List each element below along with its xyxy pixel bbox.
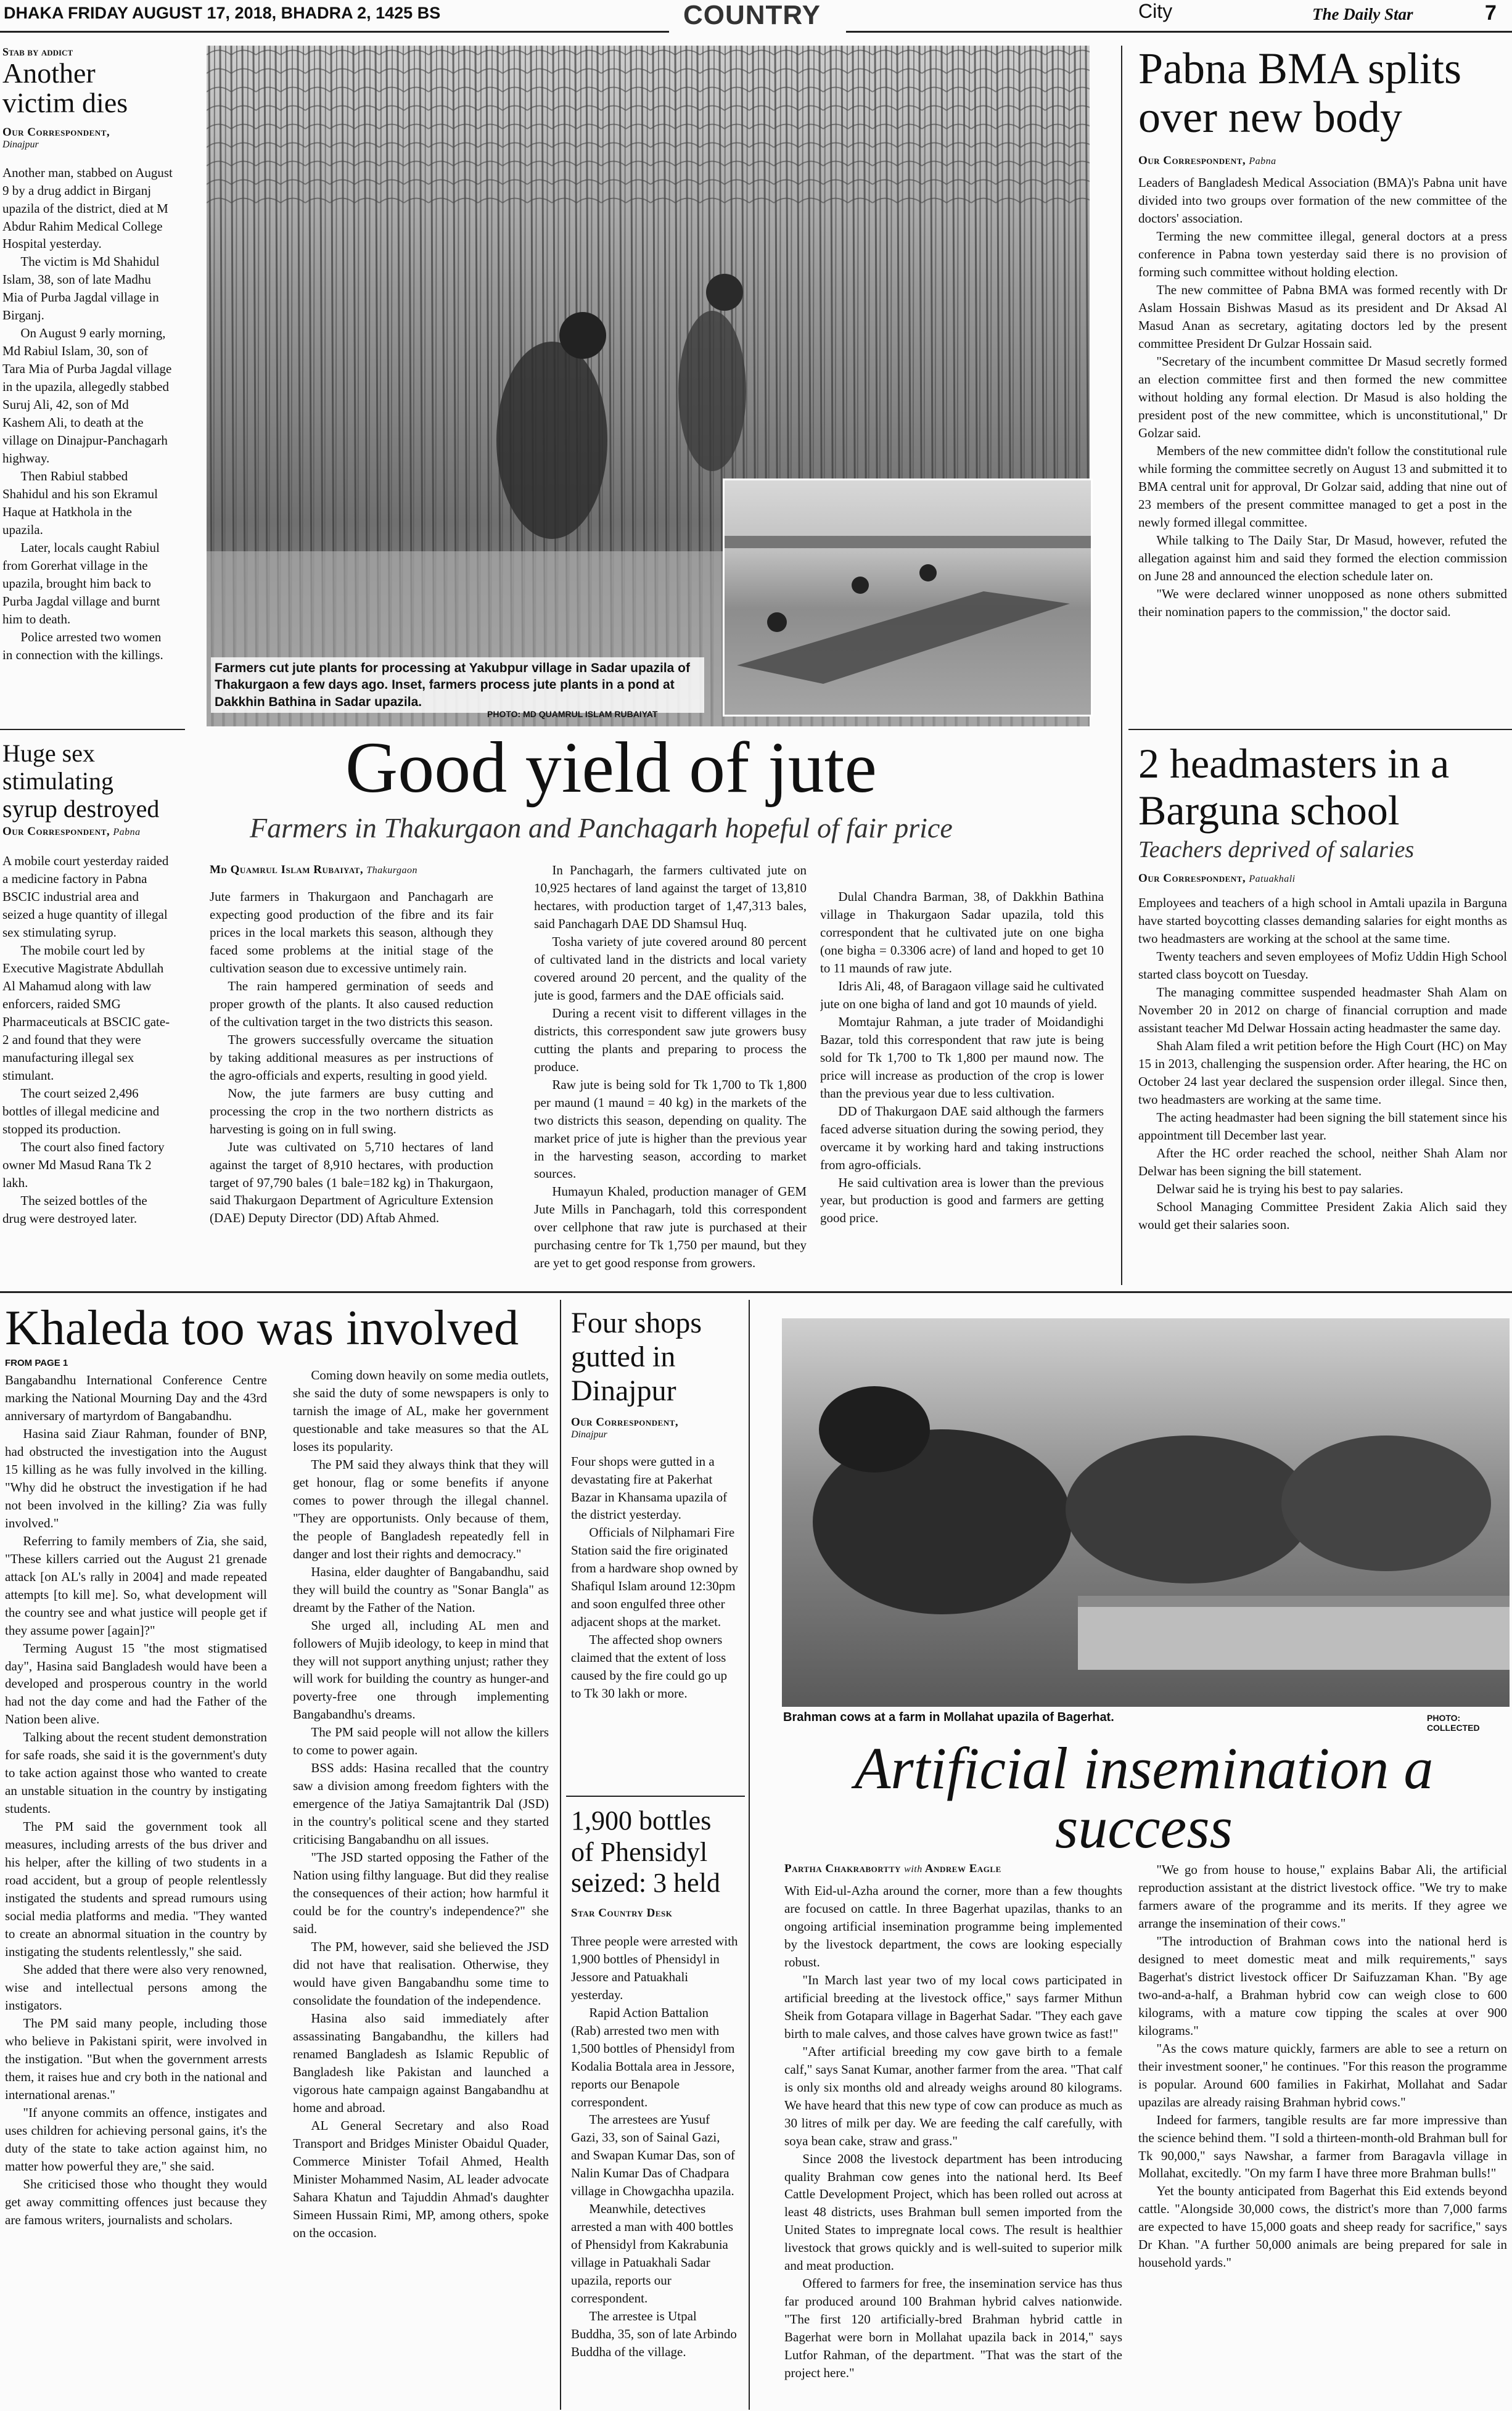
headmasters-article [1138, 740, 1507, 1283]
syrup-paragraph: A mobile court yesterday raided a medicine factory in Pabna BSCIC industrial area and seized a huge quantity of illegal sex stimulating syrup. [2, 853, 169, 940]
syrup-byline-name: Our Correspondent, [2, 825, 110, 839]
page-number: 7 [1485, 1, 1497, 25]
bma-headline: Pabna BMA splits over new body [1138, 44, 1462, 142]
khaleda-paragraph: She criticised those who thought they would get away committing offences just because they are famous writers, journalists and scholars. [5, 2176, 267, 2227]
khaleda-paragraph: Hasina, elder daughter of Bangabandhu, said they will build the country as "Sonar Bangla" as dreamt by the Father of the Nation. [293, 1564, 549, 1615]
headmasters-paragraph: Delwar said he is trying his best to pay salaries. [1156, 1181, 1403, 1196]
jute-paragraph: Dulal Chandra Barman, 38, of Dakkhin Bathina village in Thakurgaon Sadar upazila, told this correspondent that he cultivated jute on one bigha (one bigha = 0.3306 acre) of land and hoped to get 10 to 11 maunds of raw jute. [820, 889, 1104, 975]
column-divider [749, 1300, 750, 2410]
khaleda-paragraph: Terming August 15 "the most stigmatised day", Hasina said Bangladesh would have been a developed and prosperous country in the world had not the day come and had the Father of the Nation been alive. [5, 1640, 267, 1727]
syrup-body [2, 852, 174, 1271]
headmasters-location: Patuakhali [1249, 874, 1296, 885]
jute-paragraph: Tosha variety of jute covered around 80 percent of cultivated land in the districts and local variety covered around 20 percent, and the quality of the jute is good, farmers and the DAE officials said. [534, 934, 807, 1003]
khaleda-paragraph: Hasina said Ziaur Rahman, founder of BNP, had obstructed the investigation into the August 15 killing as he was fully involved in the killing. "Why did he obstruct the investigation if he had not been involved in the killing? Zia was fully involved." [5, 1426, 267, 1530]
khaleda-paragraph: Bangabandhu International Conference Centre marking the National Mourning Day and the 43rd anniversary of martyrdom of Bangabandhu. [5, 1373, 267, 1423]
jute-inset-photo [723, 479, 1093, 717]
insemination-paragraph: "In March last year two of my local cows participated in artificial breeding at the livestock office," says farmer Mithun Sheik from Gotapara village in Bagerhat Sadar. "They each gave birth to male calves, and those calves have grown twice as fast!" [784, 1972, 1122, 2041]
headmasters-subhead: Teachers deprived of salaries [1138, 837, 1415, 863]
insemination-paragraph: Offered to farmers for free, the insemination service has thus far produced around 100 Brahman hybrid calves nationwide. "The first 120 artificially-bred Brahman hybrid cattle in Bagerhat were born in Mollahat upazila back in 2014," says Lutfor Rahman, of the department. "That was the start of the project here." [784, 2276, 1122, 2381]
victim-byline-name: Our Correspondent, [2, 125, 110, 139]
column-divider [560, 1300, 561, 2410]
jute-subhead: Farmers in Thakurgaon and Panchagarh hopeful of fair price [250, 812, 953, 844]
jute-paragraph: Humayun Khaled, production manager of GEM Jute Mills in Panchagarh, told this correspondent over cellphone that raw jute is purchased at their purchasing centre for Tk 1,750 per maund, but they are yet to get good response from growers. [534, 1184, 807, 1271]
headmasters-paragraph: The acting headmaster had been signing the bill statement since his appointment till December last year. [1138, 1109, 1507, 1143]
insemination-author-b: Andrew Eagle [924, 1862, 1001, 1875]
jute-paragraph: The rain hampered germination of seeds and proper growth of the plants. It also caused reduction of the cultivation target in the two districts this season. [210, 978, 493, 1029]
victim-paragraph: The victim is Md Shahidul Islam, 38, son of late Madhu Mia of Purba Jagdal village in Birganj. [2, 254, 160, 323]
paper-logo: The Daily Star [1312, 5, 1413, 23]
insemination-paragraph: "We go from house to house," explains Babar Ali, the artificial reproduction assistant at the district livestock office. "We try to make farmers aware of the programme and its merits. If they agree we arrange the insemination of their cows." [1138, 1862, 1507, 1931]
bma-byline [1138, 154, 1507, 168]
headmasters-body [1138, 894, 1507, 1252]
khaleda-paragraph: Talking about the recent student demonstration for safe roads, she said it is the government's duty to take action against those who wanted to create an unstable situation in the country by instigating students. [5, 1730, 267, 1817]
jute-paragraph: Momtajur Rahman, a jute trader of Moidandighi Bazar, told this correspondent that raw jute is being sold for Tk 1,700 to Tk 1,800 per maund now. The price will increase as production of the crop is lower than the previous year due to less cultivation. [820, 1014, 1104, 1101]
bma-paragraph: Leaders of Bangladesh Medical Association (BMA)'s Pabna unit have divided into two groups over formation of the new committee of the doctors' association. [1138, 175, 1507, 226]
headmasters-paragraph: The managing committee suspended headmaster Shah Alam on November 20 in 2012 on charge of financial corruption and made assistant teacher Md Delwar Hossain acting headmaster the same day. [1138, 985, 1507, 1036]
insemination-paragraph: "After artificial breeding my cow gave birth to a female calf," says Sanat Kumar, another farmer from the area. "That calf is only six months old and already weighs around 80 kilograms. We have heard that this new type of cow can produce as much as 30 litres of milk per day. We are feeding the calf carefully, with soya bean cake, straw and grass." [784, 2043, 1122, 2148]
column-divider [1121, 46, 1122, 1285]
jute-paragraph: He said cultivation area is lower than the previous year, but production is good and farmers are getting good price. [820, 1175, 1104, 1226]
insemination-body-col1 [784, 1882, 1122, 2406]
khaleda-paragraph: Hasina also said immediately after assassinating Bangabandhu, the killers had renamed Bangladesh as Islamic Republic of Bangladesh like Pakistan and launched a vigorous hate campaign against Bangabandhu at home and abroad. [293, 2010, 549, 2115]
headmasters-byline [1138, 872, 1507, 885]
khaleda-paragraph: Coming down heavily on some media outlets, she said the duty of some newspapers is only to tarnish the image of AL, make her government questionable and take measures so that the AL loses its popularity. [293, 1368, 549, 1454]
syrup-byline [2, 825, 174, 839]
khaleda-body-col1 [5, 1371, 267, 2404]
khaleda-from-page: FROM PAGE 1 [5, 1358, 68, 1368]
jute-photo-credit: PHOTO: MD QUAMRUL ISLAM RUBAIYAT [487, 709, 658, 719]
shops-paragraph: The affected shop owners claimed that the extent of loss caused by the fire could go up to Tk 30 lakh or more. [571, 1632, 728, 1701]
victim-byline [2, 126, 174, 139]
bma-paragraph: Members of the new committee didn't follow the constitutional rule while forming the committee secretly on August 13 and submitted it to BMA central unit for approval, Dr Golzar said, adding that nine out of 23 members of the present committee managed to get a post in the newly formed illegal committee. [1138, 443, 1507, 530]
khaleda-paragraph: She urged all, including AL men and followers of Mujib ideology, to keep in mind that they will not support anything unjust; rather they will work for building the country as hunger-and poverty-free one through implementing Bangabandhu's dreams. [293, 1617, 549, 1722]
masthead [0, 0, 1512, 35]
syrup-location: Pabna [113, 827, 141, 838]
headmasters-paragraph: Employees and teachers of a high school in Amtali upazila in Barguna have started boycotting classes demanding salaries for eight months as two headmasters are working at the school at the same time. [1138, 895, 1507, 947]
dateline: DHAKA FRIDAY AUGUST 17, 2018, BHADRA 2, 1425 BS [4, 4, 441, 22]
khaleda-paragraph: The PM said many people, including those who believe in Pakistani spirit, were involved in the instigation. "But when the government arrests them, it raises hue and cry both in the national and international arenas." [5, 2015, 267, 2102]
cow-caption: Brahman cows at a farm in Mollahat upazila of Bagerhat. [783, 1711, 1114, 1724]
city-label: City [1138, 0, 1173, 22]
shops-paragraph: Four shops were gutted in a devastating fire at Pakerhat Bazar in Khansama upazila of the district yesterday. [571, 1453, 728, 1522]
phensidyl-paragraph: Three people were arrested with 1,900 bottles of Phensidyl in Jessore and Patuakhali yesterday. [571, 1933, 738, 2002]
jute-body-text [534, 861, 807, 1283]
victim-article [2, 46, 174, 718]
insemination-paragraph: With Eid-ul-Azha around the corner, more than a few thoughts are focused on cattle. In three Bagerhat upazilas, thanks to an ongoing artificial insemination programme being implemented by the livestock department, the cows are looking especially robust. [784, 1883, 1122, 1969]
jute-paragraph: In Panchagarh, the farmers cultivated jute on 10,925 hectares of land against the target of 13,810 hectares, with production target of 1,47,313 bales, said Panchagarh DAE DD Shamsul Huq. [534, 863, 807, 931]
khaleda-article [5, 1302, 551, 2406]
shops-headline: Four shops gutted in Dinajpur [571, 1307, 702, 1408]
khaleda-headline: Khaleda too was involved [5, 1301, 519, 1355]
jute-byline-name: Md Quamrul Islam Rubaiyat, [210, 863, 364, 876]
insemination-paragraph: Indeed for farmers, tangible results are far more impressive than the science behind them. "I sold a thirteen-month-old Brahman bull for Tk 90,000," says Nawshar, a farmer from Baragavla village in Mollahat, excitedly. "On my farm I have three more Brahman bulls!" [1138, 2112, 1507, 2181]
column-divider [1128, 729, 1512, 730]
phensidyl-article [571, 1805, 739, 2407]
shops-location: Dinajpur [571, 1429, 607, 1440]
phensidyl-paragraph: The arrestee is Utpal Buddha, 35, son of late Arbindo Buddha of the village. [571, 2309, 737, 2360]
victim-paragraph: Another man, stabbed on August 9 by a drug addict in Birganj upazila of the district, died at M Abdur Rahim Medical College Hospital yesterday. [2, 165, 173, 252]
bma-paragraph: "We were declared winner unopposed as none others submitted their nomination papers to the commission," the doctor said. [1138, 586, 1507, 619]
masthead-rule-right [846, 31, 1512, 33]
shops-body [571, 1453, 739, 1773]
bma-byline-name: Our Correspondent, [1138, 154, 1246, 168]
column-divider [566, 1796, 745, 1797]
headmasters-byline-name: Our Correspondent, [1138, 872, 1246, 885]
jute-location: Thakurgaon [366, 865, 417, 876]
jute-paragraph: Raw jute is being sold for Tk 1,700 to Tk 1,800 per maund (1 maund = 40 kg) in the markets of the two districts this season, depending on quality. The market price of jute is higher than the previous year in the harvesting season, according to market sources. [534, 1077, 807, 1181]
insemination-body-text [1138, 1861, 1507, 2406]
headmasters-headline: 2 headmasters in a Barguna school [1138, 740, 1450, 834]
jute-caption [211, 657, 704, 713]
victim-paragraph: On August 9 early morning, Md Rabiul Islam, 30, son of Tara Mia of Purba Jagdal village in the upazila, allegedly stabbed Suruj Ali, 42, son of Md Kashem Ali, to death at the village on Dinajpur-Panchagarh highway. [2, 326, 172, 466]
jute-body-text [210, 888, 493, 1283]
khaleda-paragraph: The PM said the government took all measures, including arrests of the bus driver and his helper, after the killing of two students in a road accident, but a group of people relentlessly instigated the students and spread rumours using social media platforms and media. "They wanted to create an abnormal situation in the country by instigating the students relentlessly," she said. [5, 1819, 267, 1959]
syrup-article [2, 740, 174, 1283]
bma-article [1138, 44, 1507, 723]
phensidyl-paragraph: The arrestees are Yusuf Gazi, 33, son of Sainal Gazi, and Swapan Kumar Das, son of Nalin Kumar Das of Chadpara village in Chowgachha upazila. [571, 2112, 735, 2199]
pond-illustration [725, 480, 1091, 715]
bma-paragraph: Terming the new committee illegal, general doctors at a press conference in Pabna town yesterday said there is no provision of forming such committee without holding election. [1138, 229, 1507, 280]
insemination-headline: Artificial insemination a success [854, 1735, 1434, 1860]
khaleda-paragraph: The PM said they always think that they will get honour, flag or some benefits if anyone comes to power through the illegal channel. "They are opportunists. Only because of them, the people of Bangladesh repeatedly fell in danger and lost their rights and democracy." [293, 1456, 549, 1561]
bma-paragraph: The new committee of Pabna BMA was formed recently with Dr Aslam Hossain Bishwas Masud as its president and Dr Aksad Al Masud Anan as secretary, agitating doctors led by the present committee President Dr Gulzar Hossain said. [1138, 282, 1507, 351]
phensidyl-paragraph: Rapid Action Battalion (Rab) arrested two men with 1,500 bottles of Phensidyl from Kodalia Bottala area in Jessore, reports our Benapole correspondent. [571, 2005, 735, 2109]
jute-paragraph: Idris Ali, 48, of Baragaon village said he cultivated jute on one bigha of land and got 10 maunds of yield. [820, 978, 1104, 1011]
jute-paragraph: Jute farmers in Thakurgaon and Panchagarh are expecting good production of the fibre and its fair prices in the local markets this season, although they faced some problems at the initial stage of the cultivation season due to excessive untimely rain. [210, 889, 493, 975]
phensidyl-headline: 1,900 bottles of Phensidyl seized: 3 held [571, 1805, 720, 1899]
section-divider [0, 1291, 1512, 1293]
syrup-paragraph: The court seized 2,496 bottles of illegal medicine and stopped its production. [2, 1085, 160, 1136]
jute-body-col1 [210, 888, 493, 1283]
insemination-paragraph: "The introduction of Brahman cows into the national herd is designed to meet domestic meat and milk requirements," says Bagerhat's district livestock officer Dr Saifuzzaman Khan. "By age two-and-a-half, a Brahman hybrid cow can weigh close to 600 kilograms, with a mature cow tipping the scales at over 900 kilograms." [1138, 1933, 1507, 2038]
jute-body-text [820, 888, 1104, 1283]
bma-location: Pabna [1249, 156, 1276, 167]
victim-paragraph: Then Rabiul stabbed Shahidul and his son Ekramul Haque at Hatkhola in the upazila. [2, 469, 158, 537]
jute-paragraph: DD of Thakurgaon DAE said although the farmers faced adverse situation during the sowing period, they overcame it by working hard and taking instructions from agro-officials. [820, 1103, 1104, 1172]
jute-paragraph: The growers successfully overcame the situation by taking additional measures as per instructions of the agro-officials and experts, resulting in good yield. [210, 1032, 493, 1083]
phensidyl-byline: Star Country Desk [571, 1906, 673, 1920]
masthead-rule [0, 31, 669, 33]
cow-photo [782, 1318, 1510, 1707]
headmasters-paragraph: After the HC order reached the school, neither Shah Alam nor Delwar has been signing the bill statement. [1138, 1145, 1507, 1178]
khaleda-paragraph: "If anyone commits an offence, instigates and uses children for achieving personal gains, it's the duty of the state to take action against him, no matter how powerful they are," she said. [5, 2105, 267, 2174]
jute-body-col3 [820, 888, 1104, 1283]
jute-paragraph: During a recent visit to different villages in the districts, this correspondent saw jute growers busy cutting the plants and preparing to process the produce. [534, 1005, 807, 1074]
khaleda-paragraph: The PM said people will not allow the killers to come to power again. [293, 1725, 549, 1758]
section-title: COUNTRY [683, 0, 821, 30]
insemination-body-col2 [1138, 1861, 1507, 2406]
headmasters-paragraph: Shah Alam filed a writ petition before the High Court (HC) on May 15 in 2013, challenging the suspension order. After hearing, the HC on October 24 last year declared the suspension order illegal. Since then, two headmasters are working at the same time. [1138, 1038, 1507, 1107]
insemination-byline [784, 1862, 1001, 1876]
cow-illustration [782, 1318, 1510, 1707]
khaleda-paragraph: "The JSD started opposing the Father of the Nation using filthy language. But did they realise the consequences of their action; how harmful it could be for the country's independence?" she said. [293, 1850, 549, 1937]
victim-kicker: Stab by addict [2, 46, 73, 58]
shops-byline [571, 1416, 739, 1429]
insemination-paragraph: "As the cows mature quickly, farmers are able to see a return on their investment sooner," he continues. "For this reason the programme is popular. Around 600 families in Fakirhat, Mollahat and Sadar upazilas are already raising Brahman hybrid cows." [1138, 2040, 1507, 2109]
insemination-author-a: Partha Chakrabortty [784, 1862, 901, 1875]
insemination-paragraph: Yet the bounty anticipated from Bagerhat this Eid extends beyond cattle. "Alongside 30,000 cows, the district's more than 7,000 farms are expected to have 15,000 goats and sheep ready for sacrifice," says Dr Khan. "A further 50,000 animals are being prepared for sale in household yards." [1138, 2183, 1507, 2270]
victim-body [2, 164, 174, 707]
jute-headline: Good yield of jute [345, 727, 877, 808]
cow-photo-credit: PHOTO: COLLECTED [1427, 1713, 1480, 1733]
jute-body-col2 [534, 861, 807, 1283]
victim-location: Dinajpur [2, 139, 39, 150]
jute-caption-text: Farmers cut jute plants for processing at Yakubpur village in Sadar upazila of Thakurgaon a few days ago. Inset, farmers process jute plants in a pond at Dakkhin Bathina in Sadar upazila. [211, 657, 704, 713]
insemination-byline-with: with [904, 1864, 922, 1875]
bma-paragraph: While talking to The Daily Star, Dr Masud, however, refuted the allegation against him and said they formed the election commission on June 28 and announced the election schedule later on. [1138, 532, 1507, 583]
syrup-paragraph: The mobile court led by Executive Magistrate Abdullah Al Mahamud along with law enforcers, raided SMG Pharmaceuticals at BSCIC gate-2 and found that they were manufacturing illegal sex stimulant. [2, 943, 170, 1083]
khaleda-body-col2 [293, 1366, 549, 2404]
syrup-paragraph: The seized bottles of the drug were destroyed later. [2, 1193, 147, 1226]
headmasters-paragraph: School Managing Committee President Zakia Alich said they would get their salaries soon. [1138, 1199, 1507, 1232]
shops-byline-name: Our Correspondent, [571, 1415, 679, 1429]
khaleda-paragraph: She added that there were also very renowned, wise and intellectual persons among the instigators. [5, 1961, 267, 2013]
phensidyl-paragraph: Meanwhile, detectives arrested a man with 400 bottles of Phensidyl from Kakrabunia village in Patuakhali Sadar upazila, reports our correspondent. [571, 2201, 734, 2306]
bma-paragraph: "Secretary of the incumbent committee Dr Masud secretly formed an election committee first and then formed the new committee without holding any formal election. Dr Masud is also holding the president post of the new committee, which is unconstitutional," Dr Golzar said. [1138, 354, 1507, 440]
jute-paragraph: Jute was cultivated on 5,710 hectares of land against the target of 8,910 hectares, with production target of 97,790 bales (1 bale=182 kg) in Thakurgaon, said Thakurgaon Department of Agriculture Extension (DAE) Deputy Director (DD) Aftab Ahmed. [210, 1139, 493, 1226]
khaleda-paragraph: BSS adds: Hasina recalled that the country saw a division among freedom fighters with the emergence of the Jatiya Samajtantrik Dal (JSD) in the country's political scene and they started criticising Bangabandhu on all issues. [293, 1760, 549, 1847]
khaleda-paragraph: Referring to family members of Zia, she said, "These killers carried out the August 21 grenade attack [on AL's rally in 2004] and made repeated attempts [to kill me]. So, what development will the country see and what justice will people get if they assume power [again]?" [5, 1533, 267, 1638]
insemination-paragraph: Since 2008 the livestock department has been introducing quality Brahman cow genes into the national herd. Its Beef Cattle Development Project, which has been rolled out across at least 48 districts, uses Brahman bull semen imported from the United States to impregnate local cows. The result is healthier livestock that grows quickly and is well-suited to superior milk and meat production. [784, 2151, 1122, 2273]
shops-article [571, 1306, 739, 1799]
insemination-body-text [784, 1882, 1122, 2406]
shops-paragraph: Officials of Nilphamari Fire Station said the fire originated from a hardware shop owned by Shafiqul Islam around 12:30pm and soon engulfed three other adjacent shops at the market. [571, 1525, 739, 1630]
syrup-paragraph: The court also fined factory owner Md Masud Rana Tk 2 lakh. [2, 1139, 165, 1190]
bma-body [1138, 174, 1507, 698]
victim-paragraph: Police arrested two women in connection with the killings. [2, 629, 163, 662]
khaleda-paragraph: The PM, however, said she believed the JSD did not have that realisation. Otherwise, they would have given Bangabandhu some time to consolidate the foundation of the independence. [293, 1939, 549, 2008]
jute-paragraph: Now, the jute farmers are busy cutting and processing the crop in the two northern districts as harvesting is going on in full swing. [210, 1085, 493, 1136]
victim-headline: Another victim dies [2, 57, 128, 119]
victim-paragraph: Later, locals caught Rabiul from Gorerhat village in the upazila, brought him back to Purba Jagdal village and burnt him to death. [2, 540, 160, 626]
headmasters-paragraph: Twenty teachers and seven employees of Mofiz Uddin High School started class boycott on Tuesday. [1138, 949, 1507, 982]
column-divider [0, 729, 185, 730]
syrup-headline: Huge sex stimulating syrup destroyed [2, 739, 160, 823]
khaleda-paragraph: AL General Secretary and also Road Transport and Bridges Minister Obaidul Quader, Commerce Minister Tofail Ahmed, Health Minister Mohammed Nasim, AL leader advocate Sahara Khatun and Tajuddin Ahmad's daughter Simeen Hussain Rimi, MP, among others, spoke on the occasion. [293, 2117, 549, 2240]
jute-byline [210, 863, 417, 877]
phensidyl-body [571, 1932, 739, 2376]
